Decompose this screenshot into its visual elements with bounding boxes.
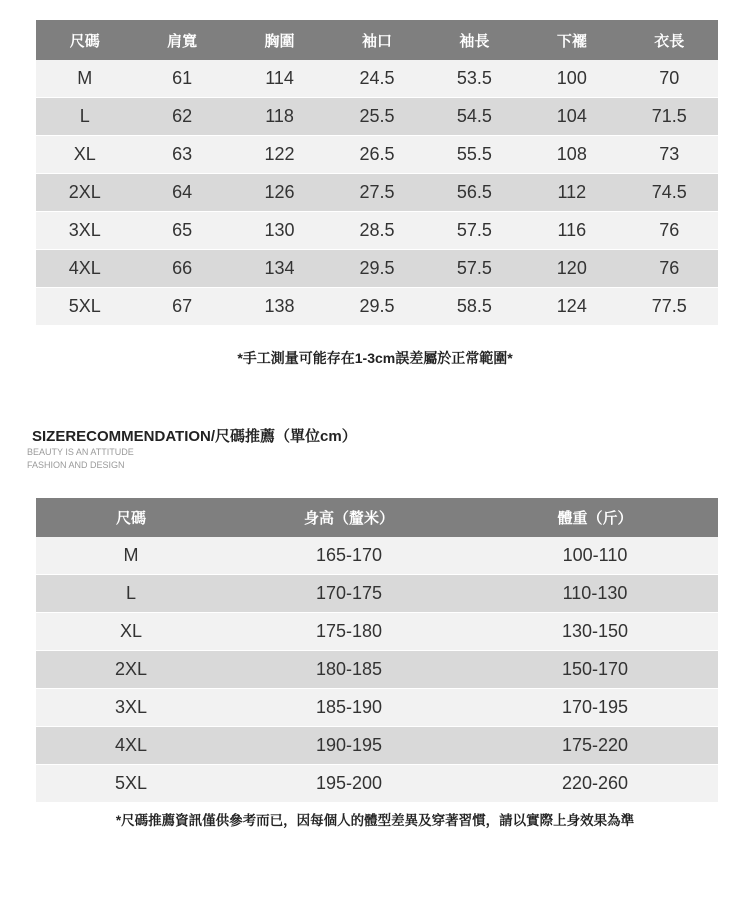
recommendation-header-size: 尺碼 — [36, 498, 226, 537]
table-cell: 134 — [231, 250, 328, 288]
table-cell: 29.5 — [328, 250, 425, 288]
table-cell: 73 — [621, 136, 718, 174]
table-row — [36, 651, 718, 689]
table-cell: 55.5 — [426, 136, 523, 174]
table-cell: M — [36, 60, 133, 98]
table-cell: 185-190 — [226, 689, 472, 727]
table-row — [36, 98, 718, 136]
table-cell: M — [36, 537, 226, 575]
table-cell: 170-195 — [472, 689, 718, 727]
table-cell: 27.5 — [328, 174, 425, 212]
table-cell: 77.5 — [621, 288, 718, 326]
table-cell: 104 — [523, 98, 620, 136]
table-cell: 130 — [231, 212, 328, 250]
table-cell: 63 — [133, 136, 230, 174]
recommendation-note: *尺碼推薦資訊僅供參考而已，因每個人的體型差異及穿著習慣，請以實際上身效果為準 — [115, 813, 635, 828]
size-chart-table — [36, 20, 718, 325]
table-row — [36, 765, 718, 803]
table-cell: 70 — [621, 60, 718, 98]
table-cell: 2XL — [36, 651, 226, 689]
table-cell: L — [36, 98, 133, 136]
table-cell: 110-130 — [472, 575, 718, 613]
table-row — [36, 288, 718, 326]
table-cell: 24.5 — [328, 60, 425, 98]
table-cell: 64 — [133, 174, 230, 212]
table-row — [36, 575, 718, 613]
table-cell: 66 — [133, 250, 230, 288]
table-cell: 165-170 — [226, 537, 472, 575]
recommendation-header-weight: 體重（斤） — [472, 498, 718, 537]
table-cell: 53.5 — [426, 60, 523, 98]
size-chart-header-shoulder: 肩寬 — [133, 20, 230, 60]
table-cell: 118 — [231, 98, 328, 136]
table-cell: 114 — [231, 60, 328, 98]
size-chart-header-sleeve: 袖長 — [426, 20, 523, 60]
table-cell: 4XL — [36, 250, 133, 288]
table-cell: 190-195 — [226, 727, 472, 765]
table-cell: 170-175 — [226, 575, 472, 613]
table-cell: XL — [36, 136, 133, 174]
table-cell: 76 — [621, 250, 718, 288]
table-cell: 100 — [523, 60, 620, 98]
table-cell: 138 — [231, 288, 328, 326]
table-cell: 58.5 — [426, 288, 523, 326]
table-cell: 65 — [133, 212, 230, 250]
table-cell: 5XL — [36, 288, 133, 326]
size-chart-header-chest: 胸圍 — [231, 20, 328, 60]
size-chart-header-size: 尺碼 — [36, 20, 133, 60]
table-row — [36, 537, 718, 575]
table-cell: XL — [36, 613, 226, 651]
table-row — [36, 60, 718, 98]
table-cell: 76 — [621, 212, 718, 250]
table-cell: 26.5 — [328, 136, 425, 174]
recommendation-title: SIZERECOMMENDATION/尺碼推薦（單位cm） — [32, 428, 357, 445]
table-cell: 116 — [523, 212, 620, 250]
table-cell: 74.5 — [621, 174, 718, 212]
table-row — [36, 212, 718, 250]
recommendation-header-height: 身高（釐米） — [226, 498, 472, 537]
table-cell: 3XL — [36, 689, 226, 727]
table-cell: 28.5 — [328, 212, 425, 250]
table-cell: 71.5 — [621, 98, 718, 136]
tagline-fashion: FASHION AND DESIGN — [27, 460, 125, 470]
table-cell: 2XL — [36, 174, 133, 212]
table-row — [36, 689, 718, 727]
tagline-beauty: BEAUTY IS AN ATTITUDE — [27, 447, 134, 457]
table-cell: 108 — [523, 136, 620, 174]
table-cell: 56.5 — [426, 174, 523, 212]
table-cell: 57.5 — [426, 212, 523, 250]
table-cell: 180-185 — [226, 651, 472, 689]
table-cell: 126 — [231, 174, 328, 212]
table-cell: 122 — [231, 136, 328, 174]
table-row — [36, 174, 718, 212]
table-row — [36, 727, 718, 765]
recommendation-header-row — [36, 498, 718, 537]
table-cell: 4XL — [36, 727, 226, 765]
recommendation-table — [36, 498, 718, 802]
size-chart-header-length: 衣長 — [621, 20, 718, 60]
table-cell: 175-220 — [472, 727, 718, 765]
table-row — [36, 613, 718, 651]
size-chart-header-cuff: 袖口 — [328, 20, 425, 60]
table-cell: 112 — [523, 174, 620, 212]
table-cell: 54.5 — [426, 98, 523, 136]
table-cell: 62 — [133, 98, 230, 136]
table-cell: 220-260 — [472, 765, 718, 803]
table-cell: 3XL — [36, 212, 133, 250]
table-cell: 175-180 — [226, 613, 472, 651]
table-row — [36, 136, 718, 174]
table-cell: 67 — [133, 288, 230, 326]
size-chart-header-hem: 下襬 — [523, 20, 620, 60]
measurement-note: *手工測量可能存在1-3cm誤差屬於正常範圍* — [237, 350, 513, 366]
table-cell: 29.5 — [328, 288, 425, 326]
table-cell: 124 — [523, 288, 620, 326]
table-cell: 100-110 — [472, 537, 718, 575]
table-cell: 5XL — [36, 765, 226, 803]
table-cell: 61 — [133, 60, 230, 98]
table-cell: 130-150 — [472, 613, 718, 651]
table-cell: L — [36, 575, 226, 613]
table-cell: 57.5 — [426, 250, 523, 288]
table-cell: 25.5 — [328, 98, 425, 136]
table-row — [36, 250, 718, 288]
table-cell: 120 — [523, 250, 620, 288]
table-cell: 195-200 — [226, 765, 472, 803]
table-cell: 150-170 — [472, 651, 718, 689]
size-chart-header-row — [36, 20, 718, 60]
